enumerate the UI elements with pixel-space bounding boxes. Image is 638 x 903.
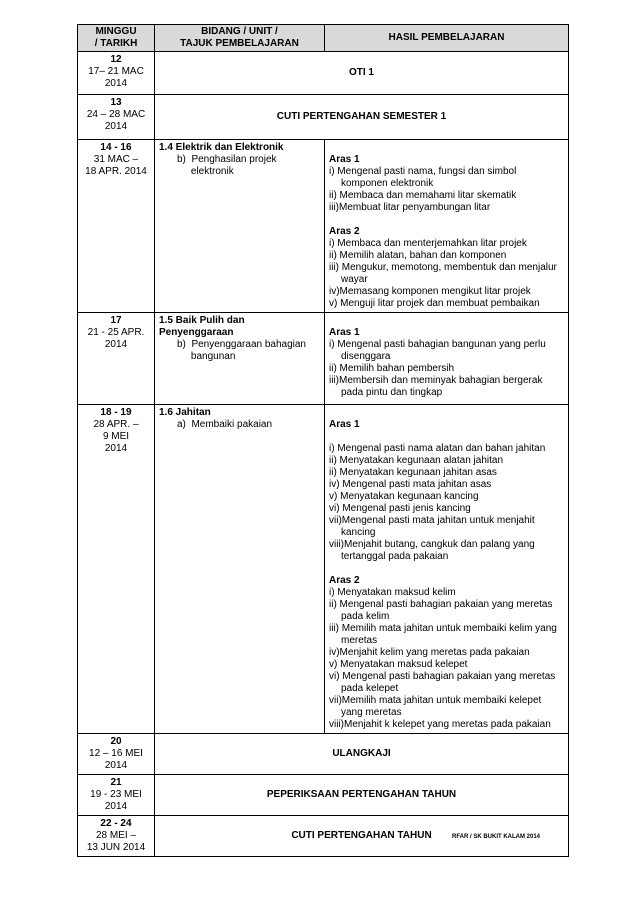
week-date: 2014: [104, 443, 128, 454]
topic-subitem: b) Penyenggaraan bahagian: [177, 339, 306, 350]
week-date: 28 APR. –: [93, 419, 139, 430]
outcome-item: ii) Memilih alatan, bahan dan komponen: [329, 250, 507, 261]
week-cell: [78, 816, 155, 857]
week-number: 13: [110, 97, 122, 108]
week-cell: [78, 95, 155, 140]
table-row: [78, 405, 569, 734]
outcome-item: vii)Mengenal pasti mata jahitan untuk menjahit kancing: [329, 515, 535, 538]
outcome-item: ii) Menyatakan kegunaan alatan jahitan: [329, 455, 504, 466]
week-number: 21: [110, 777, 122, 788]
week-date: 28 MEI –: [95, 830, 137, 841]
spacer: [329, 214, 564, 226]
outcome-item: iii)Membersih dan meminyak bahagian bergerak pada pintu dan tingkap: [329, 375, 543, 398]
topic-subitem: b) Penghasilan projek: [177, 154, 277, 165]
aras-title: Aras 1: [329, 419, 360, 430]
lesson-plan-table: [77, 24, 569, 857]
week-date: 2014: [104, 760, 128, 771]
aras-title: Aras 2: [329, 575, 360, 586]
table-row: [78, 734, 569, 775]
aras-title: Aras 1: [329, 154, 360, 165]
week-number: 17: [110, 315, 122, 326]
outcome-item: vi) Mengenal pasti bahagian pakaian yang meretas pada kelepet: [329, 671, 556, 694]
outcome-item: ii) Memilih bahan pembersih: [329, 363, 455, 374]
week-cell: [78, 140, 155, 313]
topic-subitem: elektronik: [177, 166, 234, 177]
week-date: 9 MEI: [102, 431, 130, 442]
outcome-item: iii) Memilih mata jahitan untuk membaiki kelim yang meretas: [329, 623, 557, 646]
outcome-item: iv)Menjahit kelim yang meretas pada pakaian: [329, 647, 530, 658]
outcome-item: viii)Menjahit k kelepet yang meretas pada pakaian: [329, 719, 551, 730]
outcome-item: i) Mengenal pasti nama alatan dan bahan jahitan: [329, 443, 546, 454]
topic-cell: [155, 140, 325, 313]
topic-cell: [155, 313, 325, 405]
outcome-item: iii)Membuat litar penyambungan litar: [329, 202, 491, 213]
week-date: 18 APR. 2014: [85, 166, 147, 177]
week-date: 21 - 25 APR.: [87, 327, 145, 338]
outcome-item: vii)Memilih mata jahitan untuk membaiki kelepet yang meretas: [329, 695, 542, 718]
outcome-item: v) Menguji litar projek dan membuat pembaikan: [329, 298, 540, 309]
outcome-item: v) Menyatakan maksud kelepet: [329, 659, 468, 670]
outcome-cell: [325, 405, 569, 734]
event-cell: CUTI PERTENGAHAN SEMESTER 1: [155, 95, 569, 140]
outcome-item: i) Menyatakan maksud kelim: [329, 587, 456, 598]
week-date: 31 MAC –: [93, 154, 139, 165]
week-cell: [78, 734, 155, 775]
outcome-item: ii) Menyatakan kegunaan jahitan asas: [329, 467, 497, 478]
table-row: [78, 52, 569, 95]
header-hasil: HASIL PEMBELAJARAN: [325, 25, 569, 52]
week-cell: [78, 52, 155, 95]
topic-subitem: bangunan: [177, 351, 236, 362]
table-row: [78, 95, 569, 140]
aras-title: Aras 2: [329, 226, 360, 237]
week-date: 19 - 23 MEI: [90, 789, 142, 800]
table-row: [78, 140, 569, 313]
week-date: 2014: [104, 121, 128, 132]
outcome-item: ii) Mengenal pasti bahagian pakaian yang meretas pada kelim: [329, 599, 553, 622]
outcome-item: iii) Mengukur, memotong, membentuk dan menjalur wayar: [329, 262, 557, 285]
aras-title: Aras 1: [329, 327, 360, 338]
week-cell: [78, 405, 155, 734]
topic-title: 1.6 Jahitan: [159, 407, 211, 418]
outcome-item: i) Mengenal pasti bahagian bangunan yang perlu disenggara: [329, 339, 546, 362]
week-number: 12: [110, 54, 122, 65]
outcome-item: v) Menyatakan kegunaan kancing: [329, 491, 479, 502]
outcome-item: ii) Membaca dan memahami litar skematik: [329, 190, 517, 201]
week-date: 24 – 28 MAC: [86, 109, 146, 120]
week-number: 18 - 19: [100, 407, 132, 418]
table-row: [78, 313, 569, 405]
week-number: 14 - 16: [100, 142, 132, 153]
week-cell: [78, 313, 155, 405]
outcome-item: iv) Mengenal pasti mata jahitan asas: [329, 479, 492, 490]
week-date: 12 – 16 MEI: [89, 748, 143, 759]
topic-subitem: a) Membaiki pakaian: [177, 419, 273, 430]
table-header-row: [78, 25, 569, 52]
topic-title: 1.4 Elektrik dan Elektronik: [159, 142, 284, 153]
outcome-item: iv)Memasang komponen mengikut litar projek: [329, 286, 531, 297]
outcome-cell: [325, 313, 569, 405]
spacer: [329, 563, 564, 575]
week-date: 2014: [104, 801, 128, 812]
event-cell: ULANGKAJI: [155, 734, 569, 775]
week-cell: [78, 775, 155, 816]
week-date: 17– 21 MAC: [88, 66, 144, 77]
spacer: [329, 431, 564, 443]
week-number: 22 - 24: [100, 818, 132, 829]
topic-cell: [155, 405, 325, 734]
event-cell: PEPERIKSAAN PERTENGAHAN TAHUN: [155, 775, 569, 816]
outcome-item: vi) Mengenal pasti jenis kancing: [329, 503, 471, 514]
outcome-item: i) Membaca dan menterjemahkan litar projek: [329, 238, 527, 249]
outcome-item: viii)Menjahit butang, cangkuk dan palang yang tertanggal pada pakaian: [329, 539, 535, 562]
week-date: 2014: [104, 339, 128, 350]
header-bidang: BIDANG / UNIT / TAJUK PEMBELAJARAN: [155, 25, 325, 52]
outcome-cell: [325, 140, 569, 313]
week-number: 20: [110, 736, 122, 747]
table-row: [78, 775, 569, 816]
topic-title: 1.5 Baik Pulih dan Penyenggaraan: [159, 315, 245, 338]
header-minggu: MINGGU / TARIKH: [78, 25, 155, 52]
footer-text: RFAR / SK BUKIT KALAM 2014: [452, 834, 541, 840]
event-cell: CUTI PERTENGAHAN TAHUN: [155, 816, 569, 857]
event-cell: OTI 1: [155, 52, 569, 95]
outcome-item: i) Mengenal pasti nama, fungsi dan simbol komponen elektronik: [329, 166, 517, 189]
week-date: 2014: [104, 78, 128, 89]
week-date: 13 JUN 2014: [86, 842, 146, 853]
